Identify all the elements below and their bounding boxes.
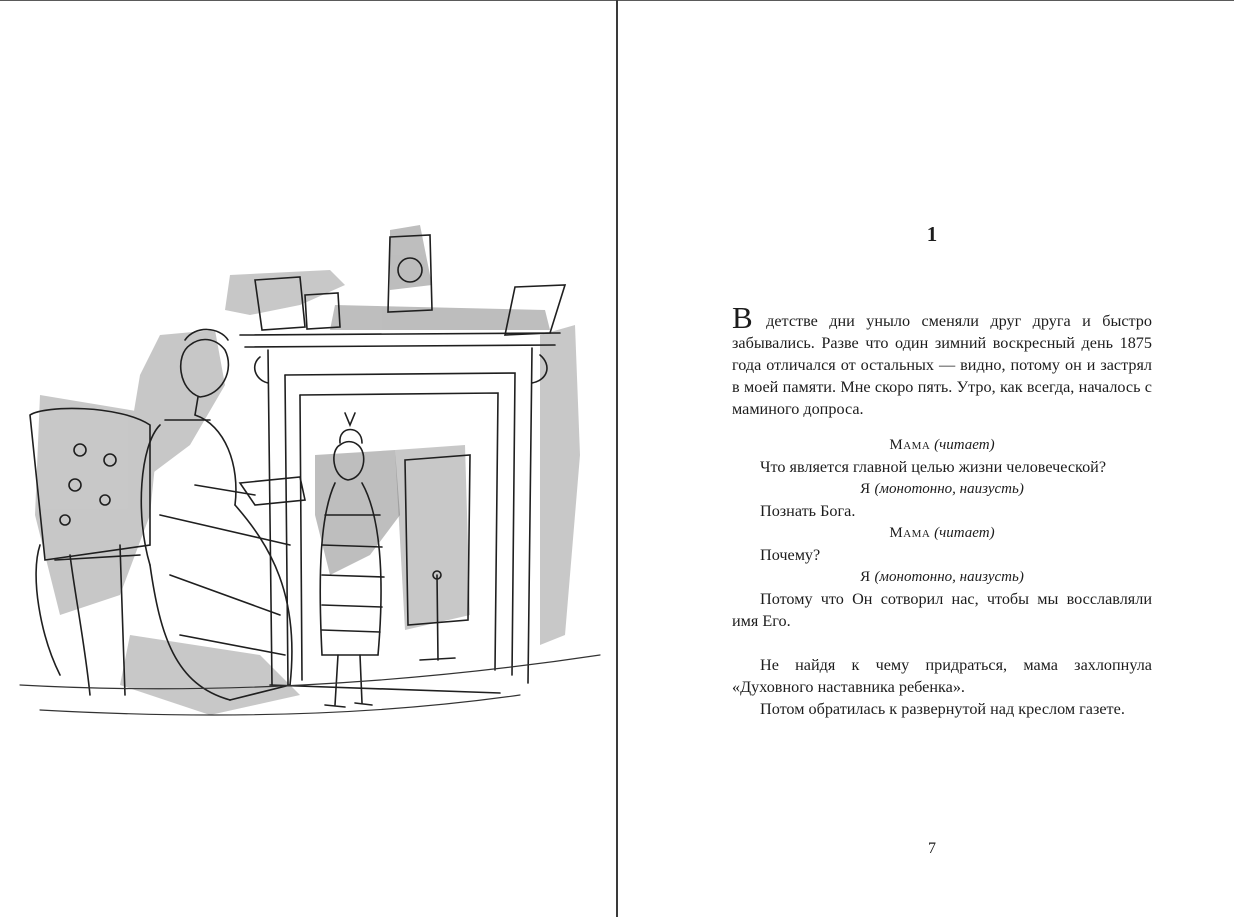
book-spine [616,0,618,917]
right-page [619,0,1234,917]
chapter-number: 1 [926,222,938,246]
drop-cap: В [732,300,753,335]
illustration-mother-and-daughter-by-fireplace [0,215,617,745]
speaker-cue: Я (монотонно, наизусть) [860,569,1024,585]
dialogue-line: Потому что Он сотворил нас, чтобы мы восславляли имя Его. [732,590,1152,630]
page-number: 7 [928,840,936,857]
speaker-cue: Мама (читает) [889,437,995,453]
paragraph: Потом обратилась к развернутой над креслом газете. [760,700,1125,718]
dialogue-line: Почему? [760,546,821,564]
first-paragraph-text: детстве дни уныло сменяли друг друга и быстро забывались. Разве что один зимний воскресный день 1875 года отличался от остальных — видно, потому он и застрял в моей памяти. Мне скоро пять. Утро, как всегда, началось с маминого допроса. [732,312,1152,418]
dialogue-line: Что является главной целью жизни человеческой? [760,458,1107,476]
speaker-cue: Я (монотонно, наизусть) [860,481,1024,497]
speaker-cue: Мама (читает) [889,525,995,541]
paragraph: Не найдя к чему придраться, мама захлопнула «Духовного наставника ребенка». [732,656,1152,696]
body-text [732,300,1152,720]
dialogue-line: Познать Бога. [760,502,856,520]
first-paragraph [732,300,1152,420]
